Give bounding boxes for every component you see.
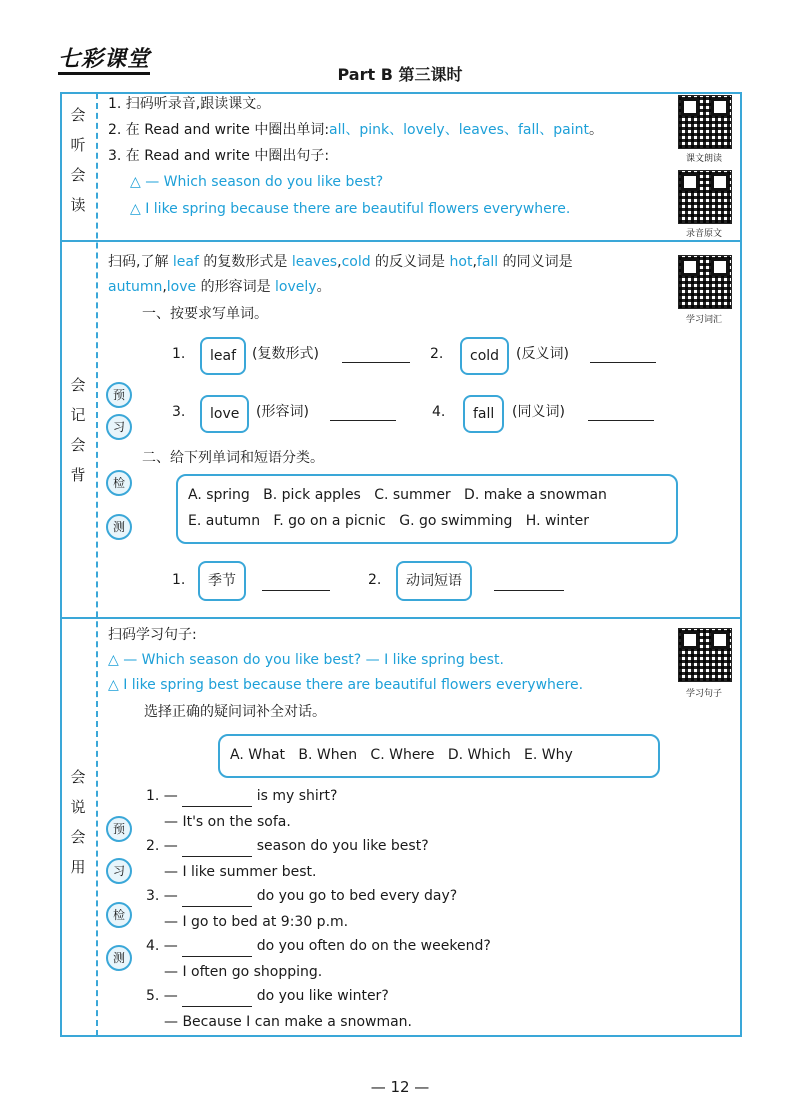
s2-text: 的形容词是 [196, 279, 276, 295]
q-reply: — I like summer best. [164, 864, 317, 880]
qr-code-icon[interactable] [678, 628, 732, 682]
s3-intro: 扫码学习句子: [108, 627, 197, 643]
qr-code-icon[interactable] [678, 255, 732, 309]
q-number: 3. — [146, 888, 178, 904]
side-char: 说 [70, 798, 86, 816]
q-number: 5. — [146, 988, 178, 1004]
s2-word: fall [476, 254, 499, 270]
item2-answer-blank[interactable] [590, 362, 656, 363]
side-char: 会 [70, 436, 86, 454]
category2-answer-blank[interactable] [494, 590, 564, 591]
q2-answer-blank[interactable] [182, 836, 252, 857]
side-char: 会 [70, 106, 86, 124]
item2-hint: (反义词) [516, 346, 569, 362]
question-4 [146, 936, 491, 982]
brand-logo: 七彩课堂 [58, 46, 151, 72]
question-2 [146, 836, 429, 882]
q-text: do you like winter? [256, 988, 389, 1004]
q-reply: — It's on the sofa. [164, 814, 291, 830]
section2-side-label [60, 370, 96, 490]
item4-number: 4. [432, 404, 446, 420]
side-char: 会 [70, 828, 86, 846]
q-text: do you often do on the weekend? [256, 938, 491, 954]
s2-part2-title: 二、给下列单词和短语分类。 [142, 450, 324, 466]
qr3-label: 学习词汇 [685, 315, 722, 325]
side-char: 记 [70, 406, 86, 424]
item4-word-box: fall [463, 395, 504, 433]
options-row-2: E. autumn F. go on a picnic G. go swimming H. winter [188, 513, 590, 529]
s2-intro-line2 [108, 277, 331, 297]
side-char: 用 [70, 858, 86, 876]
item4-hint: (同义词) [512, 404, 565, 420]
qr1-label: 课文朗读 [685, 154, 722, 164]
section-divider-2 [60, 617, 742, 619]
s2-text: 。 [316, 279, 331, 295]
item2-word-box: cold [460, 337, 509, 375]
section3-side-label [60, 762, 96, 882]
s2-word: leaves [291, 254, 338, 270]
badge-xi: 习 [106, 414, 132, 440]
item4-answer-blank[interactable] [588, 420, 654, 421]
q-text: do you go to bed every day? [256, 888, 458, 904]
q3-answer-blank[interactable] [182, 886, 252, 907]
badge-jian: 检 [106, 470, 132, 496]
s2-word: love [166, 279, 197, 295]
s2-text: , [162, 279, 167, 295]
s2-part1-title: 一、按要求写单词。 [142, 306, 268, 322]
category1-box: 季节 [198, 561, 246, 601]
badge-xi: 习 [106, 858, 132, 884]
item1-word-box: leaf [200, 337, 246, 375]
badge-ce: 测 [106, 945, 132, 971]
page-number: — 12 — [370, 1078, 430, 1096]
side-char: 会 [70, 768, 86, 786]
s2-word: leaf [172, 254, 199, 270]
section1-side-label [60, 100, 96, 220]
s2-text: , [337, 254, 342, 270]
category2-number: 2. [368, 572, 382, 588]
item2-number: 2. [430, 346, 444, 362]
side-char: 听 [70, 136, 86, 154]
qr-code-icon[interactable] [678, 95, 732, 149]
s3-sentence1: △ — Which season do you like best? — I like spring best. [108, 652, 504, 668]
classification-options-box [176, 474, 678, 544]
options-row-1: A. spring B. pick apples C. summer D. make a snowman [188, 487, 607, 503]
q-reply: — I often go shopping. [164, 964, 323, 980]
badge-jian: 检 [106, 902, 132, 928]
q-number: 2. — [146, 838, 178, 854]
side-char: 背 [70, 466, 86, 484]
s1-sentence1: △ — Which season do you like best? [130, 174, 384, 190]
s2-text: 扫码,了解 [108, 254, 173, 270]
s2-word: cold [341, 254, 371, 270]
question-5 [146, 986, 412, 1032]
category1-number: 1. [172, 572, 186, 588]
qr-code-icon[interactable] [678, 170, 732, 224]
q-reply: — I go to bed at 9:30 p.m. [164, 914, 349, 930]
s2-text: 的复数形式是 [198, 254, 292, 270]
s1-line3: 3. 在 Read and write 中圈出句子: [108, 148, 330, 164]
s1-line2-prefix: 2. 在 Read and write 中圈出单词: [108, 122, 330, 138]
category1-answer-blank[interactable] [262, 590, 330, 591]
s1-line1: 1. 扫码听录音,跟读课文。 [108, 96, 271, 112]
s2-word: lovely [275, 279, 317, 295]
s1-sentence2: △ I like spring because there are beautiful flowers everywhere. [130, 201, 571, 217]
s2-intro-line1 [108, 252, 573, 272]
category2-box: 动词短语 [396, 561, 472, 601]
s2-text: , [472, 254, 477, 270]
side-char: 读 [70, 196, 86, 214]
q4-answer-blank[interactable] [182, 936, 252, 957]
qr4-label: 学习句子 [685, 689, 722, 699]
s2-text: 的反义词是 [370, 254, 450, 270]
question-1 [146, 786, 337, 832]
side-char: 会 [70, 166, 86, 184]
q1-answer-blank[interactable] [182, 786, 252, 807]
badge-ce: 测 [106, 514, 132, 540]
question-3 [146, 886, 457, 932]
qr2-label: 录音原文 [685, 229, 722, 239]
s2-text: 的同义词是 [498, 254, 573, 270]
q-text: season do you like best? [256, 838, 429, 854]
s2-word: hot [449, 254, 473, 270]
item1-hint: (复数形式) [252, 346, 319, 362]
side-column-divider [96, 93, 98, 1036]
q-text: is my shirt? [256, 788, 338, 804]
item3-hint: (形容词) [256, 404, 309, 420]
s3-sentence2: △ I like spring best because there are beautiful flowers everywhere. [108, 677, 584, 693]
side-char: 会 [70, 376, 86, 394]
question-word-options-box: A. What B. When C. Where D. Which E. Why [218, 734, 660, 778]
item3-number: 3. [172, 404, 186, 420]
s1-line2 [108, 120, 603, 140]
section-divider-1 [60, 240, 742, 242]
item3-word-box: love [200, 395, 249, 433]
badge-yu: 预 [106, 816, 132, 842]
s2-word: autumn [108, 279, 163, 295]
q-number: 1. — [146, 788, 178, 804]
s1-line2-words: all、pink、lovely、leaves、fall、paint [329, 122, 589, 138]
q-number: 4. — [146, 938, 178, 954]
item1-answer-blank[interactable] [342, 362, 410, 363]
q5-answer-blank[interactable] [182, 986, 252, 1007]
q-reply: — Because I can make a snowman. [164, 1014, 412, 1030]
page-title: Part B 第三课时 [337, 65, 463, 84]
badge-yu: 预 [106, 382, 132, 408]
item3-answer-blank[interactable] [330, 420, 396, 421]
item1-number: 1. [172, 346, 186, 362]
s3-instruction: 选择正确的疑问词补全对话。 [144, 704, 326, 720]
s1-line2-end: 。 [588, 122, 603, 138]
